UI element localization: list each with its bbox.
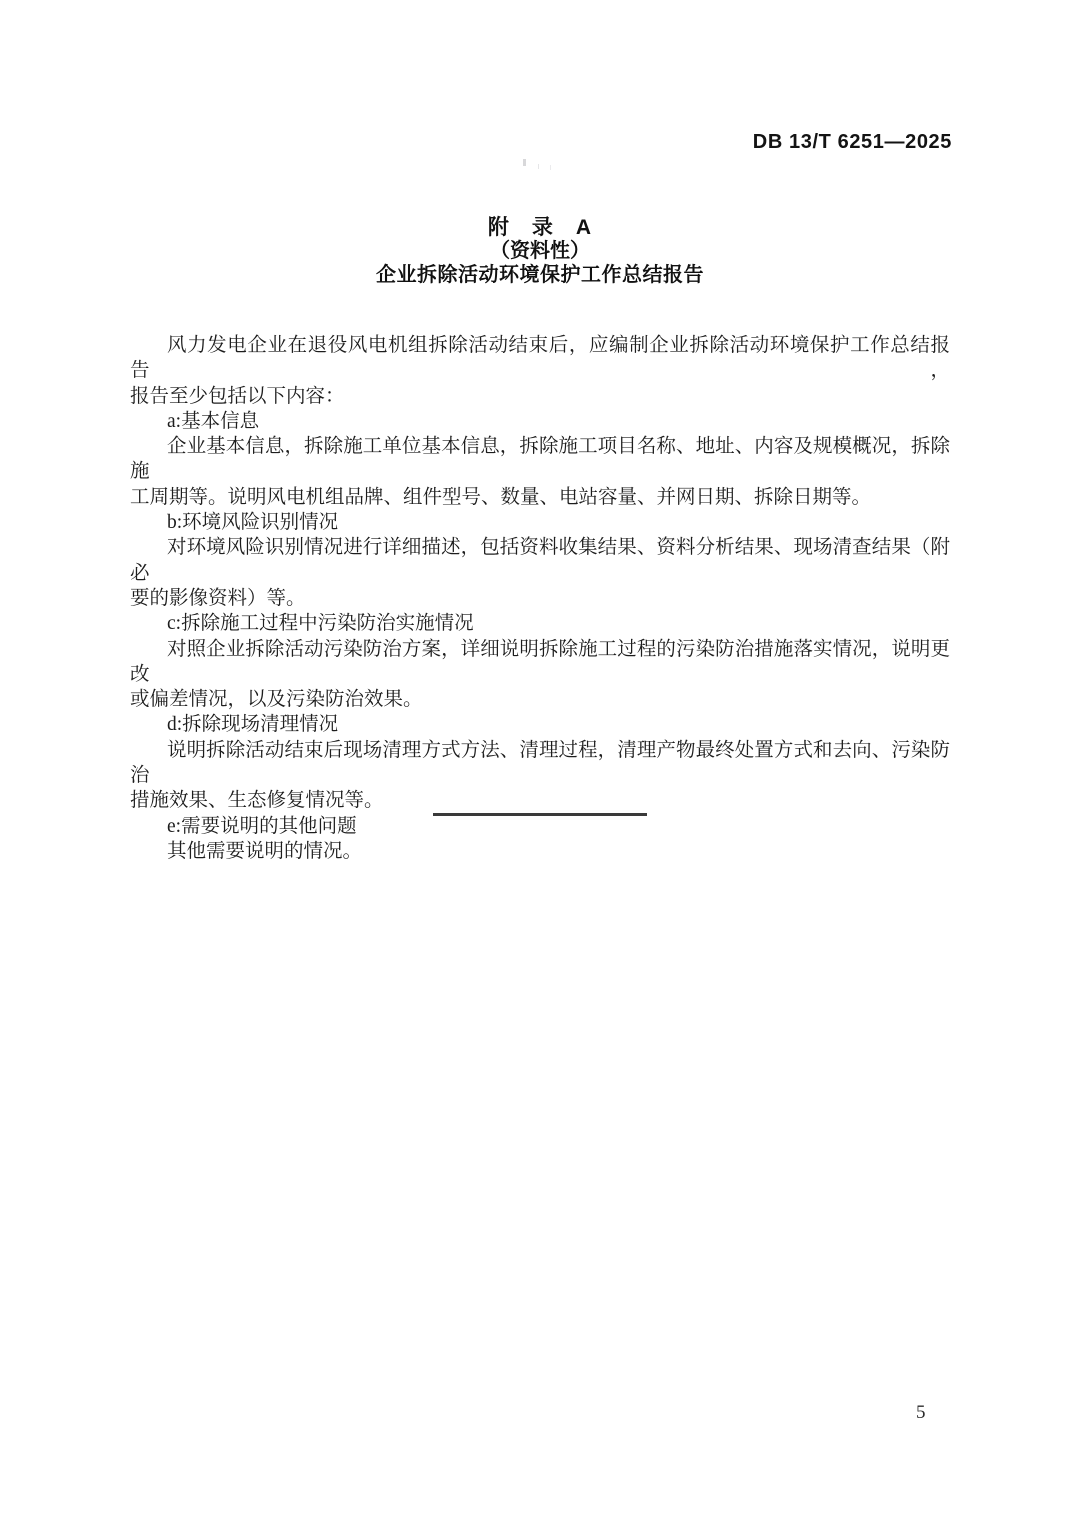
text-line: b:环境风险识别情况 (167, 512, 339, 534)
text-line: 措施效果、生态修复情况等。 (130, 790, 384, 812)
text-line: 风力发电企业在退役风电机组拆除活动结束后，应编制企业拆除活动环境保护工作总结报告， (130, 335, 950, 382)
text-line: 要的影像资料）等。 (130, 587, 306, 609)
appendix-type-note: （资料性） (490, 240, 590, 262)
text-line: 报告至少包括以下内容： (130, 385, 345, 407)
text-line: 企业基本信息，拆除施工单位基本信息，拆除施工项目名称、地址、内容及规模概况，拆除施 (130, 436, 950, 483)
text-line: 对环境风险识别情况进行详细描述，包括资料收集结果、资料分析结果、现场清查结果（附必 (130, 537, 950, 584)
text-line: a:基本信息 (167, 410, 260, 432)
scan-artifact (523, 159, 526, 166)
appendix-title: 企业拆除活动环境保护工作总结报告 (376, 264, 704, 286)
end-divider-line (433, 813, 647, 816)
text-line: 或偏差情况，以及污染防治效果。 (130, 689, 423, 711)
appendix-label: 附 录 A (487, 216, 593, 239)
body-text (130, 333, 950, 864)
appendix-heading (0, 216, 1080, 288)
page-number: 5 (916, 1402, 926, 1423)
text-line: e:需要说明的其他问题 (167, 815, 357, 837)
text-line: c:拆除施工过程中污染防治实施情况 (167, 613, 474, 635)
text-line: 说明拆除活动结束后现场清理方式方法、清理过程，清理产物最终处置方式和去向、污染防治 (130, 739, 950, 787)
text-line: d:拆除现场清理情况 (167, 714, 339, 736)
text-line: 对照企业拆除活动污染防治方案，详细说明拆除施工过程的污染防治措施落实情况，说明更改 (130, 638, 950, 685)
text-line: 工周期等。说明风电机组品牌、组件型号、数量、电站容量、并网日期、拆除日期等。 (130, 486, 872, 508)
text-line: 其他需要说明的情况。 (167, 840, 363, 862)
document-code: DB 13/T 6251—2025 (752, 131, 952, 153)
